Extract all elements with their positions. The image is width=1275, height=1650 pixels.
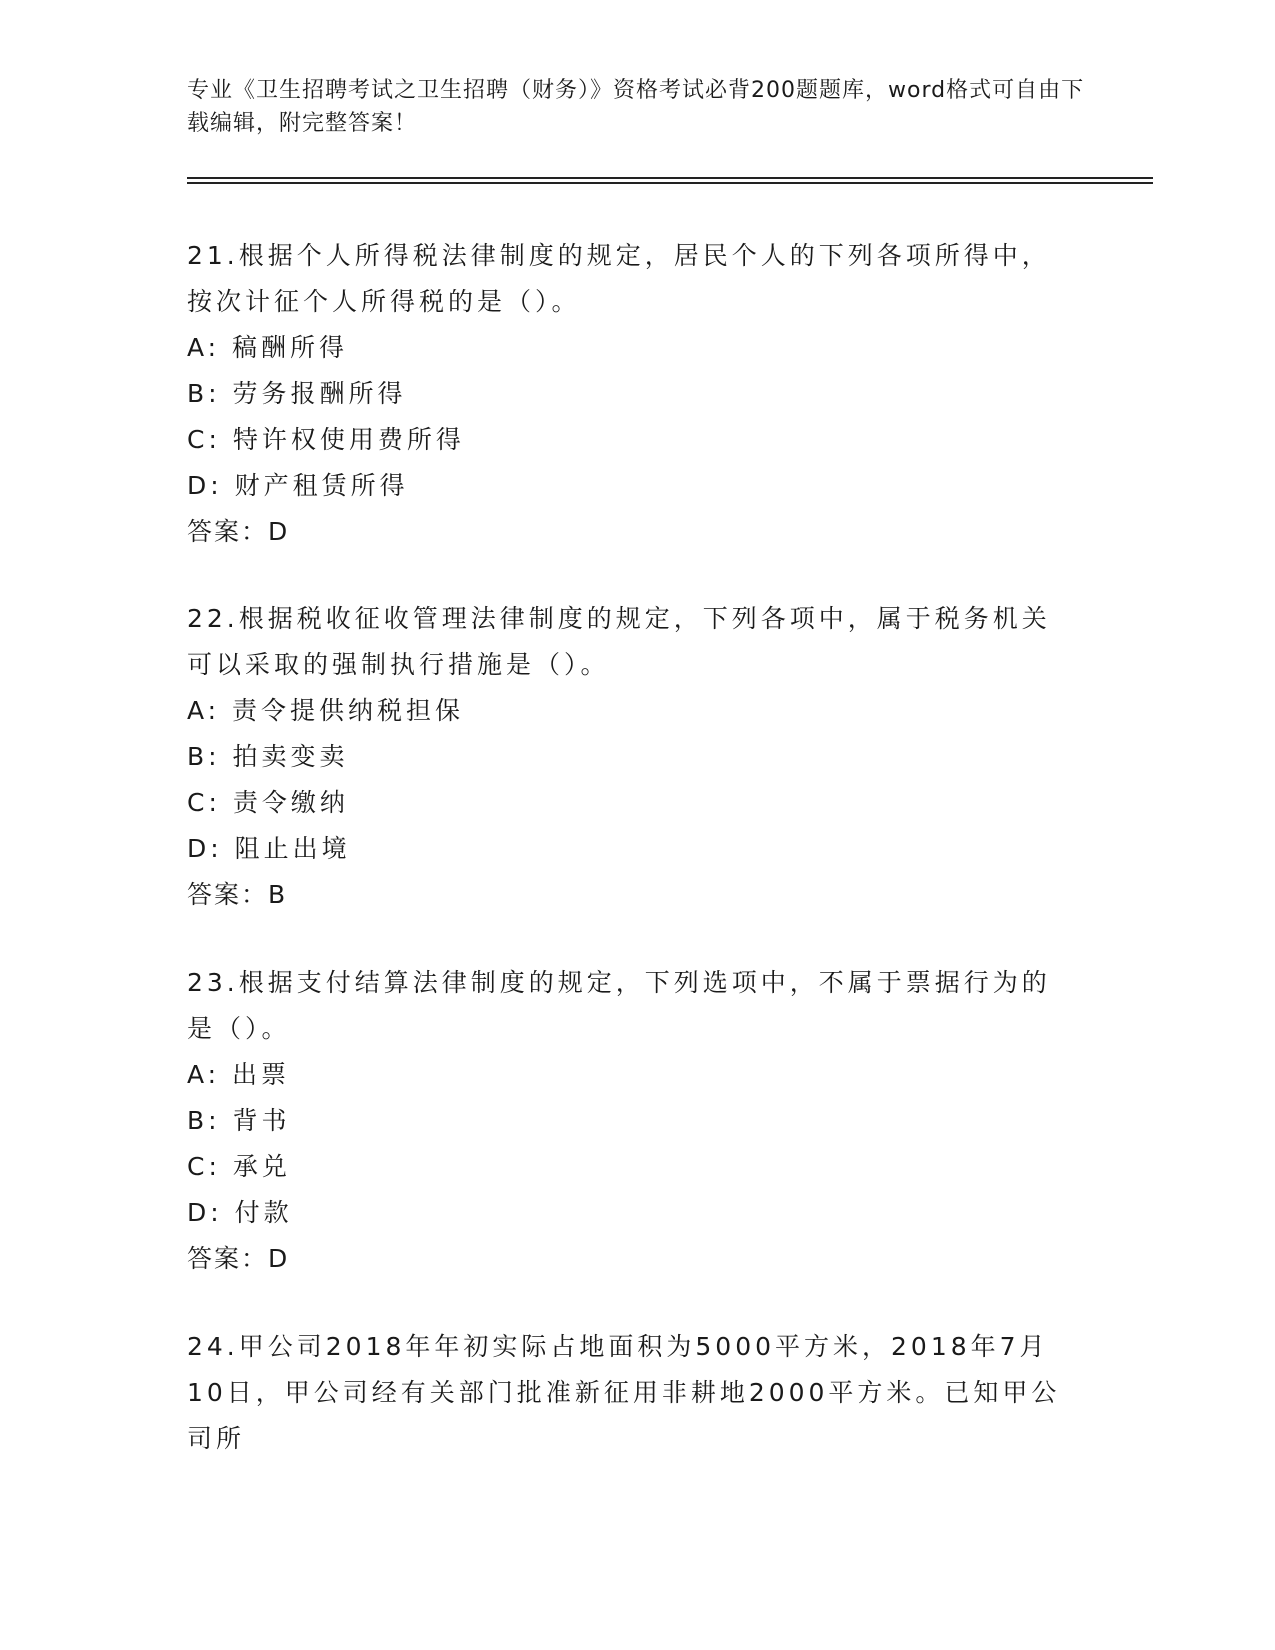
answer-line: 答案：D	[187, 517, 290, 546]
header-divider-top	[187, 177, 1153, 179]
option-c: C: 特许权使用费所得	[187, 425, 465, 454]
option-b: B: 劳务报酬所得	[187, 379, 407, 408]
option-a: A: 责令提供纳税担保	[187, 696, 465, 725]
option-a: A: 出票	[187, 1060, 291, 1089]
question-22	[187, 596, 1077, 918]
answer-line: 答案：D	[187, 1244, 290, 1273]
document-header: 专业《卫生招聘考试之卫生招聘（财务）》资格考试必背200题题库，word格式可自由下载编辑，附完整答案！	[187, 78, 1085, 136]
question-21	[187, 233, 1077, 555]
option-a: A: 稿酬所得	[187, 333, 349, 362]
question-stem: 24.甲公司2018年年初实际占地面积为5000平方米，2018年7月10日，甲公司经有关部门批准新征用非耕地2000平方米。已知甲公司所	[187, 1332, 1061, 1453]
question-stem: 23.根据支付结算法律制度的规定，下列选项中，不属于票据行为的是（）。	[187, 968, 1051, 1043]
option-d: D: 阻止出境	[187, 834, 351, 863]
option-d: D: 财产租赁所得	[187, 471, 409, 500]
option-c: C: 责令缴纳	[187, 788, 349, 817]
answer-line: 答案：B	[187, 880, 288, 909]
question-stem: 21.根据个人所得税法律制度的规定，居民个人的下列各项所得中，按次计征个人所得税的是（）。	[187, 241, 1051, 316]
option-d: D: 付款	[187, 1198, 293, 1227]
question-24	[187, 1324, 1077, 1462]
question-stem: 22.根据税收征收管理法律制度的规定，下列各项中，属于税务机关可以采取的强制执行措施是（）。	[187, 604, 1051, 679]
header-divider-bottom	[187, 182, 1153, 184]
option-c: C: 承兑	[187, 1152, 291, 1181]
option-b: B: 背书	[187, 1106, 291, 1135]
question-23	[187, 960, 1077, 1282]
option-b: B: 拍卖变卖	[187, 742, 349, 771]
